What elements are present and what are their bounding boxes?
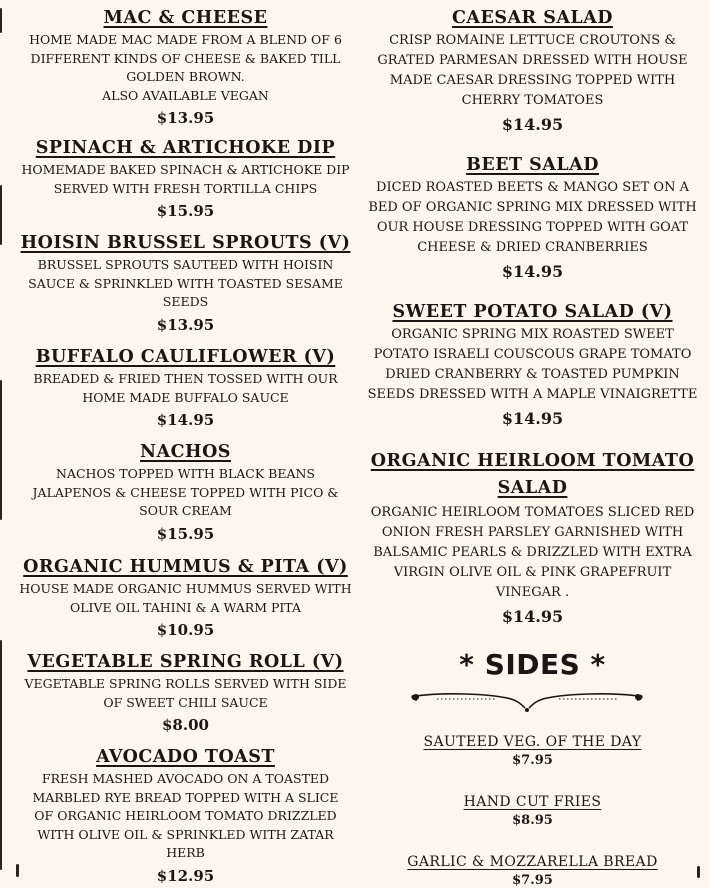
item-description: ORGANIC SPRING MIX ROASTED SWEET POTATO ISRAELI COUSCOUS GRAPE TOMATO DRIED CRANBERRY & TOASTED PUMPKIN SEEDS DRESSED WITH A MAPLE VINAIGRETTE [367,327,698,402]
page-edge-mark [0,8,2,33]
item-price: $14.95 [501,262,564,281]
appetizer-item [8,650,363,734]
item-description: DICED ROASTED BEETS & MANGO SET ON A BED OF ORGANIC SPRING MIX DRESSED WITH OUR HOUSE DRESSING TOPPED WITH GOAT CHEESE & DRIED CRANBERRIES [368,180,697,255]
page-edge-mark [697,866,700,878]
item-description: HOMEMADE BAKED SPINACH & ARTICHOKE DIP SERVED WITH FRESH TORTILLA CHIPS [21,162,350,196]
item-price: $8.00 [162,716,209,734]
page-edge-mark [16,864,19,877]
item-price: $14.95 [501,607,564,626]
side-name: HAND CUT FRIES [463,794,602,810]
side-name: GARLIC & MOZZARELLA BREAD [407,854,658,870]
item-name: MAC & CHEESE [103,8,268,28]
item-description: HOUSE MADE ORGANIC HUMMUS SERVED WITH OLIVE OIL TAHINI & A WARM PITA [19,581,352,615]
appetizer-item [8,136,363,220]
appetizer-item [8,555,363,639]
side-item [355,734,710,768]
salad-item [355,6,710,134]
item-name: AVOCADO TOAST [96,747,275,767]
appetizer-item [8,440,363,543]
item-description: BREADED & FRIED THEN TOSSED WITH OUR HOME MADE BUFFALO SAUCE [33,371,338,405]
item-description: CRISP ROMAINE LETTUCE CROUTONS & GRATED PARMESAN DRESSED WITH HOUSE MADE CAESAR DRESSING TOPPED WITH CHERRY TOMATOES [377,33,688,108]
side-price: $7.95 [512,753,553,768]
sides-title: * SIDES * [459,648,606,681]
appetizer-item [8,345,363,429]
item-description: NACHOS TOPPED WITH BLACK BEANS JALAPENOS & CHEESE TOPPED WITH PICO & SOUR CREAM [32,466,339,518]
item-price: $12.95 [156,866,215,885]
item-price: $10.95 [156,621,215,639]
item-price: $14.95 [501,409,564,428]
item-price: $14.95 [501,115,564,134]
item-name: NACHOS [140,442,231,462]
item-description: FRESH MASHED AVOCADO ON A TOASTED MARBLED RYE BREAD TOPPED WITH A SLICE OF ORGANIC HEIRLOOM TOMATO DRIZZLED WITH OLIVE OIL & SPRINKLED WITH ZATAR HERB [32,771,339,860]
item-description: ORGANIC HEIRLOOM TOMATOES SLICED RED ONION FRESH PARSLEY GARNISHED WITH BALSAMIC PEARLS & DRIZZLED WITH EXTRA VIRGIN OLIVE OIL & PINK GRAPEFRUIT VINEGAR . [370,505,695,600]
item-name: ORGANIC HEIRLOOM TOMATO SALAD [370,451,695,498]
item-name: VEGETABLE SPRING ROLL (V) [27,652,344,672]
item-price: $15.95 [156,524,215,543]
appetizer-item [8,745,363,885]
appetizer-item [8,231,363,334]
page-edge-mark [0,380,2,520]
item-description: BRUSSEL SPROUTS SAUTEED WITH HOISIN SAUCE & SPRINKLED WITH TOASTED SESAME SEEDS [28,257,343,309]
item-name: HOISIN BRUSSEL SPROUTS (V) [20,233,351,253]
appetizer-item [8,6,363,127]
item-name: CAESAR SALAD [452,8,613,28]
side-item [355,794,710,828]
item-price: $13.95 [156,109,215,127]
item-name: SWEET POTATO SALAD (V) [392,302,673,322]
item-name: BUFFALO CAULIFLOWER (V) [35,347,336,367]
page-edge-mark [0,185,2,245]
salad-item [355,153,710,281]
item-name: ORGANIC HUMMUS & PITA (V) [23,557,348,577]
item-price: $14.95 [156,411,215,429]
flourish-divider-icon [407,688,647,714]
salad-item [355,300,710,428]
item-description: VEGETABLE SPRING ROLLS SERVED WITH SIDE OF SWEET CHILI SAUCE [24,676,347,710]
side-price: $7.95 [512,873,553,888]
item-name: BEET SALAD [466,155,599,175]
item-name: SPINACH & ARTICHOKE DIP [35,138,336,158]
item-description: HOME MADE MAC MADE FROM A BLEND OF 6 DIFFERENT KINDS OF CHEESE & BAKED TILL GOLDEN BROWN. ALSO AVAILABLE VEGAN [29,32,342,103]
side-item [355,854,710,888]
item-price: $13.95 [156,315,215,334]
side-price: $8.95 [512,813,553,828]
salad-item [355,448,710,626]
side-name: SAUTEED VEG. OF THE DAY [423,734,642,750]
page-edge-mark [0,640,2,870]
item-price: $15.95 [156,202,215,220]
